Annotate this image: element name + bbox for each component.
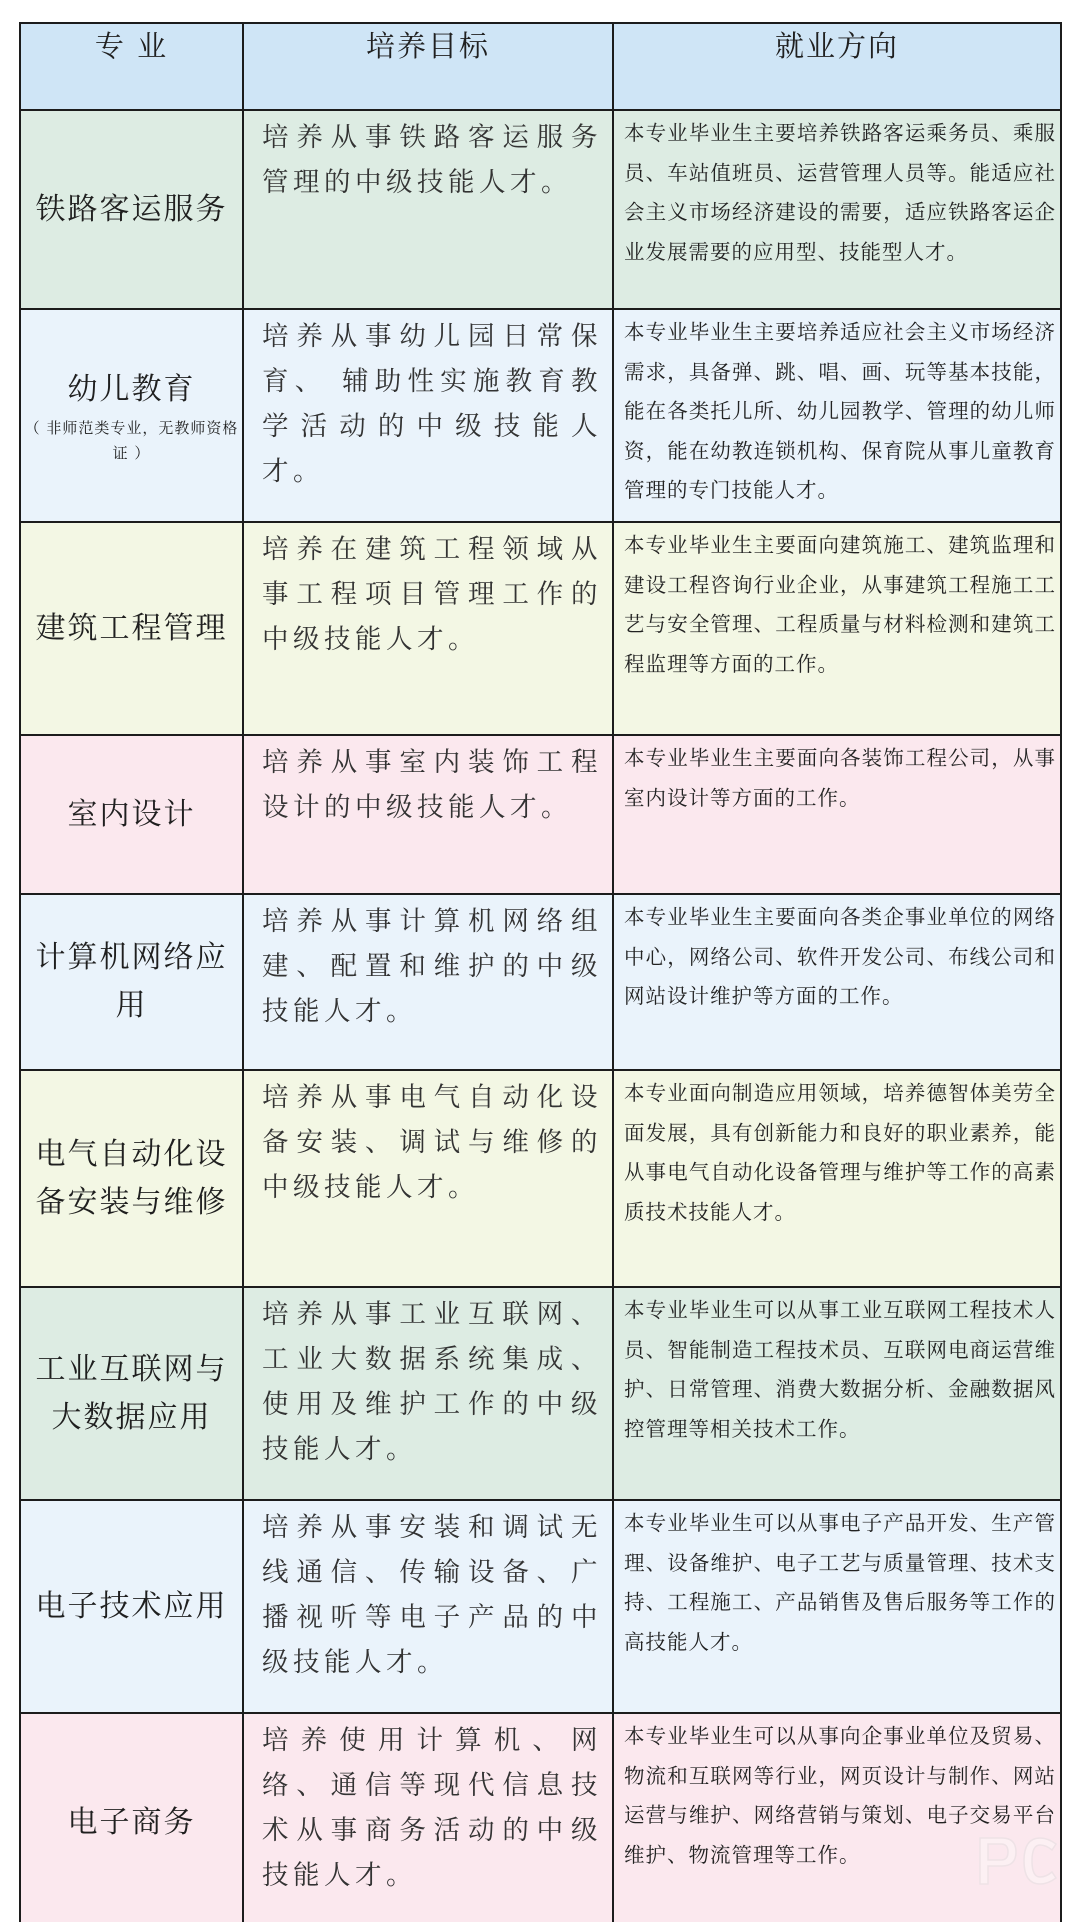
major-name: 计算机网络应用	[35, 940, 228, 1023]
major-cell	[21, 1070, 243, 1287]
goal-cell: 培养从事安装和调试无线通信、传输设备、广播视听等电子产品的中级技能人才。	[243, 1500, 613, 1713]
table-row	[21, 735, 1060, 894]
table-row	[21, 1713, 1060, 1922]
major-name: 建筑工程管理	[35, 610, 228, 646]
major-cell	[21, 1713, 243, 1922]
jobs-cell: 本专业毕业生可以从事工业互联网工程技术人员、智能制造工程技术员、互联网电商运营维护、日常管理、消费大数据分析、金融数据风控管理等相关技术工作。	[613, 1287, 1060, 1500]
major-name: 工业互联网与大数据应用	[35, 1351, 228, 1435]
jobs-cell: 本专业毕业生主要培养铁路客运乘务员、乘服员、车站值班员、运营管理人员等。能适应社会主义市场经济建设的需要，适应铁路客运企业发展需要的应用型、技能型人才。	[613, 110, 1060, 309]
table-row	[21, 894, 1060, 1070]
goal-cell: 培养在建筑工程领域从事工程项目管理工作的中级技能人才。	[243, 522, 613, 735]
major-name: 室内设计	[67, 796, 196, 832]
major-name: 幼儿教育	[67, 371, 196, 407]
jobs-cell: 本专业毕业生主要面向各装饰工程公司，从事室内设计等方面的工作。	[613, 735, 1060, 894]
major-name: 铁路客运服务	[35, 191, 228, 227]
header-goal: 培养目标	[243, 24, 613, 110]
jobs-cell: 本专业毕业生可以从事向企事业单位及贸易、物流和互联网等行业，网页设计与制作、网站运营与维护、网络营销与策划、电子交易平台维护、物流管理等工作。	[613, 1713, 1060, 1922]
watermark-logo-icon	[972, 1824, 1062, 1894]
major-cell	[21, 309, 243, 522]
major-cell	[21, 1500, 243, 1713]
goal-cell: 培养使用计算机、网络、通信等现代信息技术从事商务活动的中级技能人才。	[243, 1713, 613, 1922]
table-row	[21, 110, 1060, 309]
major-name: 电子商务	[67, 1805, 196, 1840]
table-row	[21, 1070, 1060, 1287]
major-cell	[21, 735, 243, 894]
jobs-cell: 本专业毕业生可以从事电子产品开发、生产管理、设备维护、电子工艺与质量管理、技术支持、工程施工、产品销售及售后服务等工作的高技能人才。	[613, 1500, 1060, 1713]
goal-cell: 培养从事铁路客运服务管理的中级技能人才。	[243, 110, 613, 309]
jobs-cell: 本专业毕业生主要面向各类企事业单位的网络中心，网络公司、软件开发公司、布线公司和网站设计维护等方面的工作。	[613, 894, 1060, 1070]
major-cell	[21, 1287, 243, 1500]
header-jobs: 就业方向	[613, 24, 1060, 110]
header-major: 专 业	[21, 24, 243, 110]
major-name: 电气自动化设备安装与维修	[35, 1136, 228, 1220]
major-cell	[21, 522, 243, 735]
major-cell	[21, 894, 243, 1070]
goal-cell: 培养从事电气自动化设备安装、调试与维修的中级技能人才。	[243, 1070, 613, 1287]
table-row	[21, 522, 1060, 735]
jobs-cell: 本专业毕业生主要培养适应社会主义市场经济需求，具备弹、跳、唱、画、玩等基本技能，能在各类托儿所、幼儿园教学、管理的幼儿师资，能在幼教连锁机构、保育院从事儿童教育管理的专门技能人才。	[613, 309, 1060, 522]
table-row	[21, 1500, 1060, 1713]
table-row	[21, 1287, 1060, 1500]
majors-table	[21, 24, 1060, 1922]
goal-cell: 培养从事工业互联网、工业大数据系统集成、使用及维护工作的中级技能人才。	[243, 1287, 613, 1500]
major-name: 电子技术应用	[35, 1588, 228, 1624]
table-row	[21, 309, 1060, 522]
jobs-cell: 本专业毕业生主要面向建筑施工、建筑监理和建设工程咨询行业企业，从事建筑工程施工工艺与安全管理、工程质量与材料检测和建筑工程监理等方面的工作。	[613, 522, 1060, 735]
goal-cell: 培养从事计算机网络组建、配置和维护的中级技能人才。	[243, 894, 613, 1070]
goal-cell: 培养从事室内装饰工程设计的中级技能人才。	[243, 735, 613, 894]
table-header-row	[21, 24, 1060, 110]
goal-cell: 培养从事幼儿园日常保育、 辅助性实施教育教学活动的中级技能人才。	[243, 309, 613, 522]
majors-table-frame	[19, 22, 1062, 1922]
major-note: （ 非师范类专业，无教师资格证 ）	[24, 418, 239, 462]
jobs-cell: 本专业面向制造应用领域，培养德智体美劳全面发展，具有创新能力和良好的职业素养，能从事电气自动化设备管理与维护等工作的高素质技术技能人才。	[613, 1070, 1060, 1287]
major-cell	[21, 110, 243, 309]
